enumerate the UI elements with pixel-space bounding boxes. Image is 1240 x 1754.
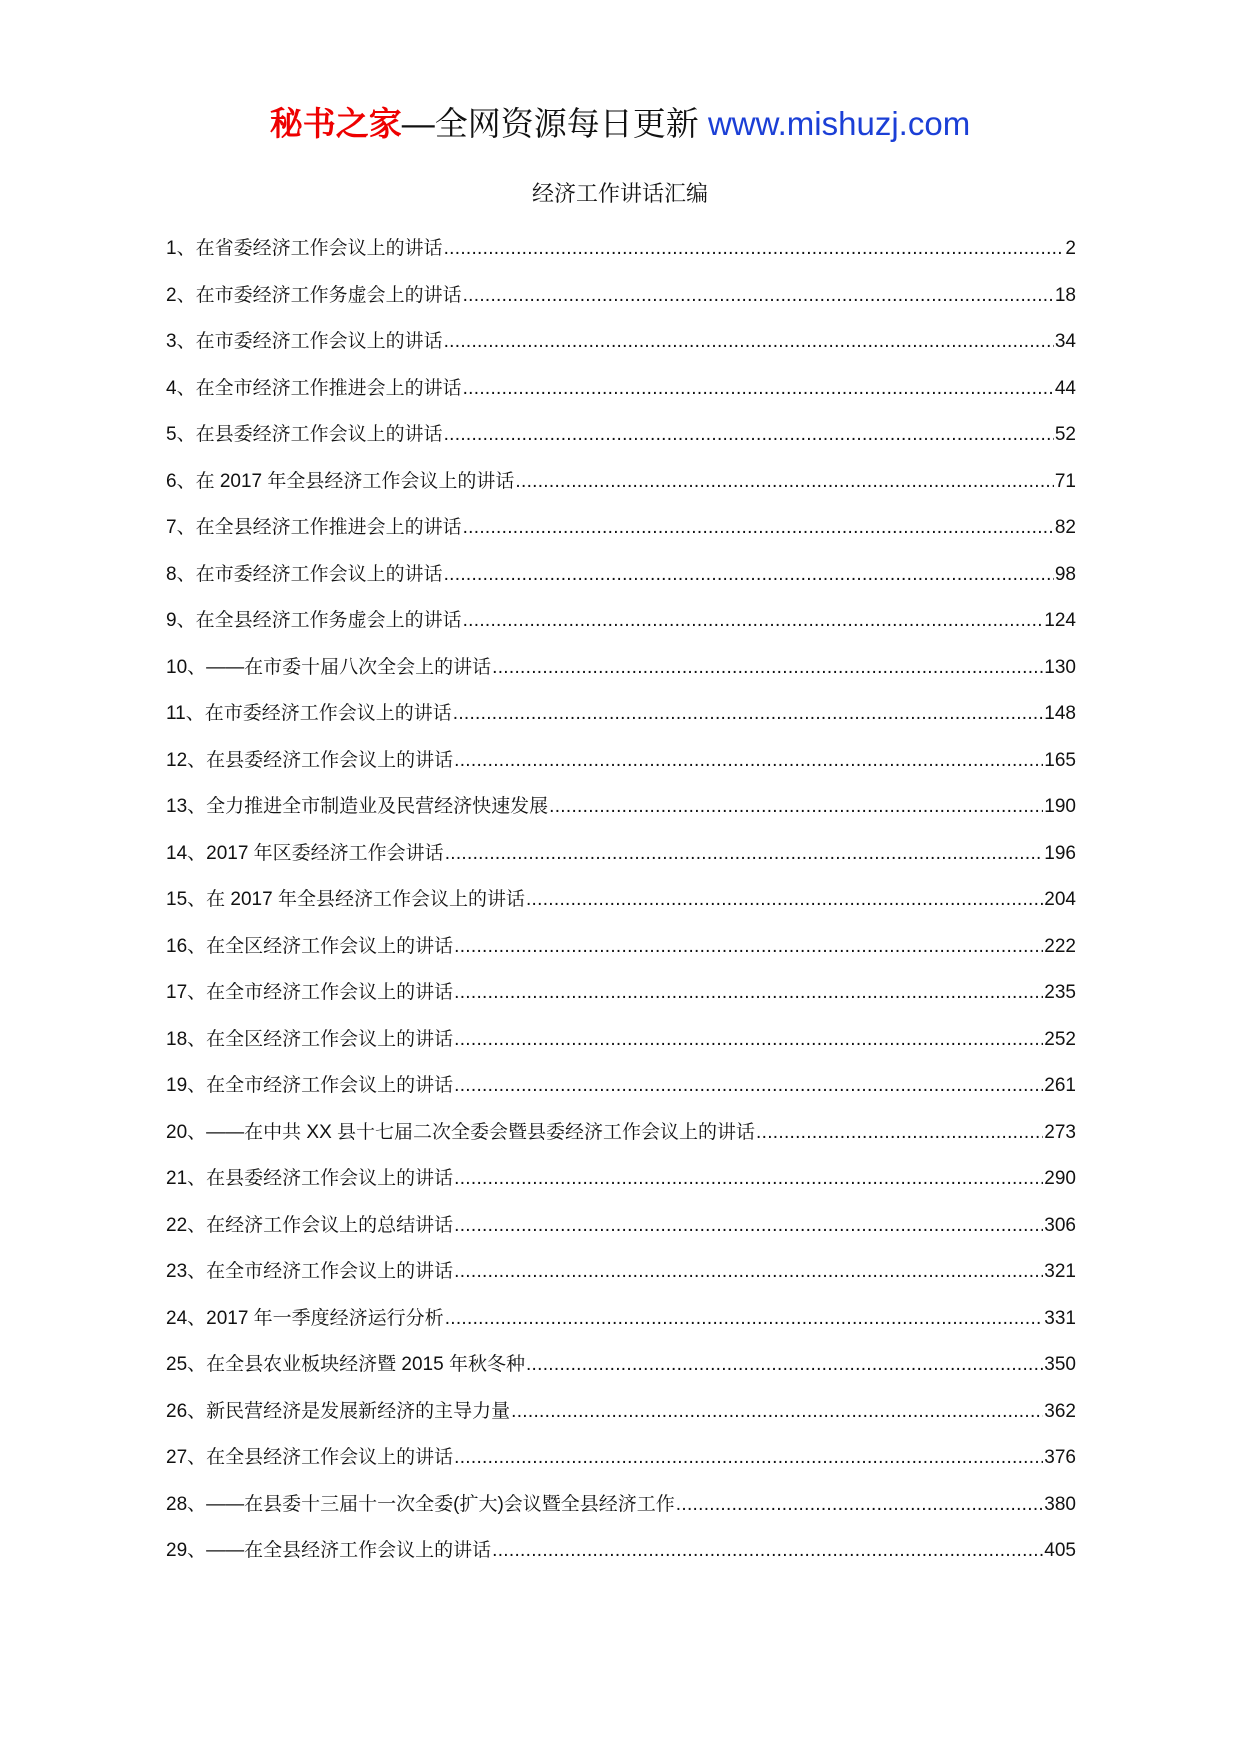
toc-page-number: 2 xyxy=(1065,238,1076,260)
toc-entry-title: 22、在经济工作会议上的总结讲话 xyxy=(166,1214,454,1236)
toc-dot-leader xyxy=(454,1259,1043,1285)
toc-entry-title: 1、在省委经济工作会议上的讲话 xyxy=(166,238,443,260)
toc-entry[interactable] xyxy=(166,1110,1076,1157)
toc-dot-leader xyxy=(515,469,1053,495)
toc-page-number: 190 xyxy=(1044,796,1076,818)
toc-dot-leader xyxy=(444,562,1054,588)
toc-dot-leader xyxy=(454,1213,1043,1239)
toc-entry[interactable] xyxy=(166,1482,1076,1529)
toc-dot-leader xyxy=(454,748,1043,774)
document-title: 经济工作讲话汇编 xyxy=(531,181,708,206)
toc-entry[interactable] xyxy=(166,1342,1076,1389)
toc-entry-title: 18、在全区经济工作会议上的讲话 xyxy=(166,1028,454,1050)
toc-entry-title: 6、在 2017 年全县经济工作会议上的讲话 xyxy=(166,470,515,492)
toc-entry[interactable] xyxy=(166,366,1076,413)
toc-page-number: 306 xyxy=(1044,1214,1076,1236)
toc-dot-leader xyxy=(492,1538,1043,1564)
toc-entry[interactable] xyxy=(166,1528,1076,1575)
toc-dot-leader xyxy=(526,1352,1043,1378)
table-of-contents xyxy=(166,226,1076,1575)
toc-dot-leader xyxy=(454,934,1043,960)
toc-entry-title: 24、2017 年一季度经济运行分析 xyxy=(166,1307,444,1329)
toc-entry[interactable] xyxy=(166,645,1076,692)
toc-entry-title: 10、——在市委十届八次全会上的讲话 xyxy=(166,656,492,678)
toc-entry[interactable] xyxy=(166,598,1076,645)
toc-entry-title: 13、全力推进全市制造业及民营经济快速发展 xyxy=(166,796,549,818)
toc-page-number: 148 xyxy=(1044,703,1076,725)
toc-entry-title: 20、——在中共 XX 县十七届二次全委会暨县委经济工作会议上的讲话 xyxy=(166,1121,756,1143)
toc-page-number: 196 xyxy=(1044,842,1076,864)
toc-dot-leader xyxy=(453,701,1044,727)
toc-entry-title: 26、新民营经济是发展新经济的主导力量 xyxy=(166,1400,511,1422)
toc-dot-leader xyxy=(444,422,1054,448)
toc-entry[interactable] xyxy=(166,831,1076,878)
header-tagline: —全网资源每日更新 xyxy=(401,105,708,142)
toc-entry-title: 2、在市委经济工作务虚会上的讲话 xyxy=(166,284,462,306)
toc-page-number: 376 xyxy=(1044,1447,1076,1469)
toc-entry-title: 3、在市委经济工作会议上的讲话 xyxy=(166,331,443,353)
toc-dot-leader xyxy=(463,283,1054,309)
toc-dot-leader xyxy=(463,515,1054,541)
toc-page-number: 71 xyxy=(1054,470,1076,492)
toc-entry-title: 21、在县委经济工作会议上的讲话 xyxy=(166,1168,454,1190)
toc-entry-title: 25、在全县农业板块经济暨 2015 年秋冬种 xyxy=(166,1354,525,1376)
toc-page-number: 98 xyxy=(1054,563,1076,585)
toc-entry-title: 8、在市委经济工作会议上的讲话 xyxy=(166,563,443,585)
toc-page-number: 350 xyxy=(1044,1354,1076,1376)
toc-page-number: 44 xyxy=(1054,377,1076,399)
toc-dot-leader xyxy=(445,1306,1044,1332)
toc-page-number: 204 xyxy=(1044,889,1076,911)
toc-dot-leader xyxy=(463,376,1054,402)
toc-dot-leader xyxy=(444,329,1054,355)
toc-dot-leader xyxy=(511,1399,1043,1425)
toc-dot-leader xyxy=(454,1166,1043,1192)
toc-entry[interactable] xyxy=(166,459,1076,506)
toc-page-number: 380 xyxy=(1044,1493,1076,1515)
toc-entry[interactable] xyxy=(166,1389,1076,1436)
toc-entry-title: 29、——在全县经济工作会议上的讲话 xyxy=(166,1540,492,1562)
toc-entry[interactable] xyxy=(166,319,1076,366)
toc-dot-leader xyxy=(454,1073,1043,1099)
site-url-link[interactable]: www.mishuzj.com xyxy=(707,105,971,142)
toc-entry-title: 16、在全区经济工作会议上的讲话 xyxy=(166,935,454,957)
toc-page-number: 235 xyxy=(1044,982,1076,1004)
toc-page-number: 321 xyxy=(1044,1261,1076,1283)
toc-dot-leader xyxy=(444,236,1065,262)
toc-entry[interactable] xyxy=(166,226,1076,273)
brand-name: 秘书之家 xyxy=(269,105,402,142)
toc-entry[interactable] xyxy=(166,1249,1076,1296)
toc-entry[interactable] xyxy=(166,412,1076,459)
toc-page-number: 130 xyxy=(1044,656,1076,678)
toc-entry[interactable] xyxy=(166,924,1076,971)
toc-entry-title: 23、在全市经济工作会议上的讲话 xyxy=(166,1261,454,1283)
toc-entry-title: 5、在县委经济工作会议上的讲话 xyxy=(166,424,443,446)
toc-entry[interactable] xyxy=(166,1156,1076,1203)
toc-entry-title: 15、在 2017 年全县经济工作会议上的讲话 xyxy=(166,889,525,911)
toc-entry-title: 27、在全县经济工作会议上的讲话 xyxy=(166,1447,454,1469)
toc-page-number: 52 xyxy=(1054,424,1076,446)
toc-entry-title: 4、在全市经济工作推进会上的讲话 xyxy=(166,377,462,399)
toc-entry[interactable] xyxy=(166,1296,1076,1343)
toc-dot-leader xyxy=(454,980,1043,1006)
toc-page-number: 18 xyxy=(1054,284,1076,306)
toc-entry[interactable] xyxy=(166,784,1076,831)
toc-dot-leader xyxy=(526,887,1043,913)
toc-entry[interactable] xyxy=(166,505,1076,552)
toc-page-number: 165 xyxy=(1044,749,1076,771)
toc-page-number: 252 xyxy=(1044,1028,1076,1050)
toc-page-number: 405 xyxy=(1044,1540,1076,1562)
toc-entry-title: 11、在市委经济工作会议上的讲话 xyxy=(166,703,452,725)
toc-dot-leader xyxy=(445,841,1044,867)
toc-entry[interactable] xyxy=(166,1017,1076,1064)
toc-page-number: 124 xyxy=(1044,610,1076,632)
toc-entry[interactable] xyxy=(166,738,1076,785)
toc-dot-leader xyxy=(676,1492,1044,1518)
toc-dot-leader xyxy=(756,1120,1043,1146)
toc-page-number: 290 xyxy=(1044,1168,1076,1190)
toc-entry-title: 17、在全市经济工作会议上的讲话 xyxy=(166,982,454,1004)
toc-dot-leader xyxy=(454,1027,1043,1053)
toc-dot-leader xyxy=(492,655,1043,681)
toc-page-number: 362 xyxy=(1044,1400,1076,1422)
toc-entry[interactable] xyxy=(166,1063,1076,1110)
toc-entry[interactable] xyxy=(166,1435,1076,1482)
toc-dot-leader xyxy=(463,608,1044,634)
toc-dot-leader xyxy=(454,1445,1043,1471)
site-header xyxy=(0,100,1240,148)
toc-entry[interactable] xyxy=(166,877,1076,924)
toc-entry-title: 7、在全县经济工作推进会上的讲话 xyxy=(166,517,462,539)
toc-page-number: 273 xyxy=(1044,1121,1076,1143)
toc-entry-title: 19、在全市经济工作会议上的讲话 xyxy=(166,1075,454,1097)
toc-page-number: 34 xyxy=(1054,331,1076,353)
toc-entry[interactable] xyxy=(166,273,1076,320)
toc-entry[interactable] xyxy=(166,970,1076,1017)
toc-entry[interactable] xyxy=(166,1203,1076,1250)
toc-page-number: 261 xyxy=(1044,1075,1076,1097)
toc-dot-leader xyxy=(549,794,1043,820)
toc-entry[interactable] xyxy=(166,691,1076,738)
toc-entry-title: 28、——在县委十三届十一次全委(扩大)会议暨全县经济工作 xyxy=(166,1493,675,1515)
toc-entry[interactable] xyxy=(166,552,1076,599)
toc-entry-title: 12、在县委经济工作会议上的讲话 xyxy=(166,749,454,771)
toc-page-number: 82 xyxy=(1054,517,1076,539)
toc-entry-title: 14、2017 年区委经济工作会讲话 xyxy=(166,842,444,864)
toc-page-number: 331 xyxy=(1044,1307,1076,1329)
toc-page-number: 222 xyxy=(1044,935,1076,957)
toc-entry-title: 9、在全县经济工作务虚会上的讲话 xyxy=(166,610,462,632)
